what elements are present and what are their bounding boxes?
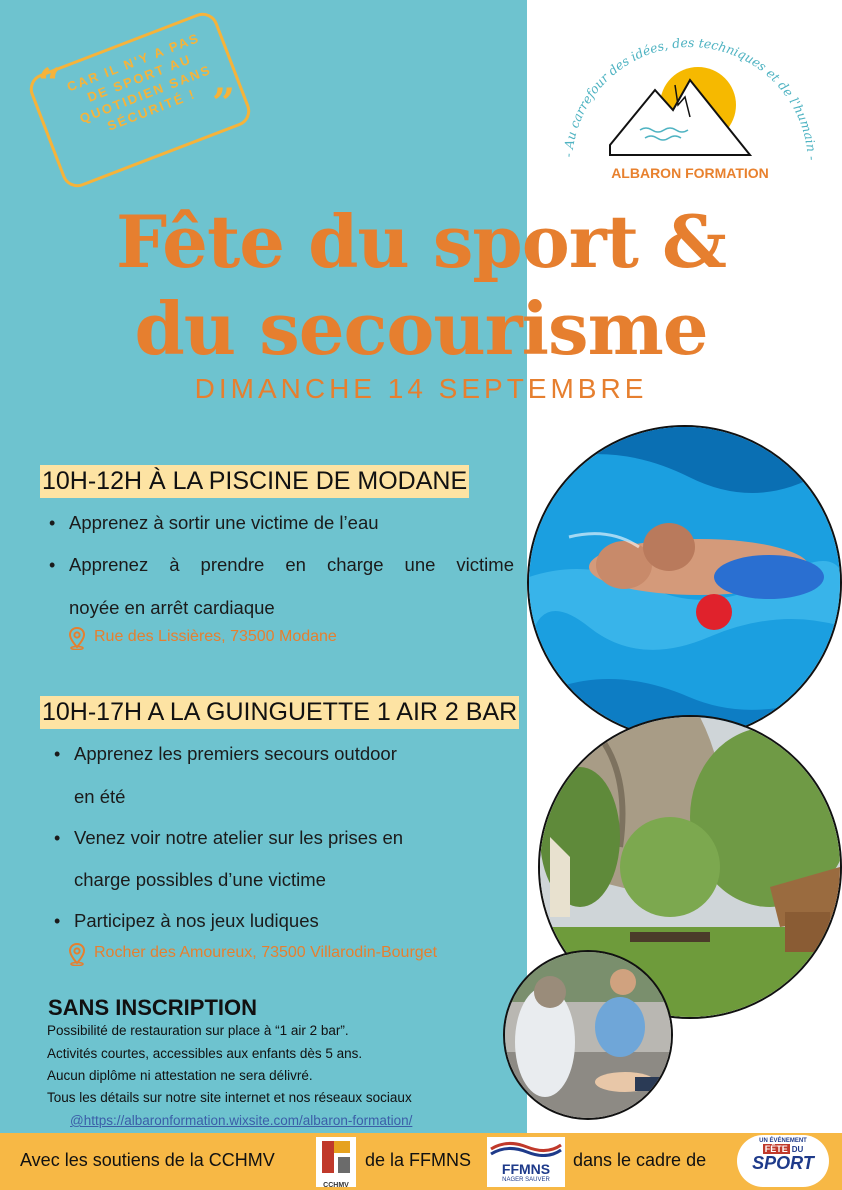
section-2-heading: 10H-17H A LA GUINGUETTE 1 AIR 2 BAR: [40, 696, 519, 729]
bullet-dot-icon: •: [49, 513, 56, 533]
cpr-workshop-photo: [503, 950, 673, 1120]
footer-text-cchmv: Avec les soutiens de la CCHMV: [20, 1150, 275, 1170]
info-line-4: Tous les détails sur notre site internet et nos réseaux sociaux: [47, 1090, 412, 1105]
map-pin-icon: [68, 942, 86, 966]
info-line-2: Activités courtes, accessibles aux enfants dès 5 ans.: [47, 1046, 363, 1061]
logo-arc-text: - Au carrefour des idées, des techniques et de l'humain -: [560, 35, 820, 161]
title-line-1: Fête du sport &: [115, 199, 727, 284]
registration-heading: SANS INSCRIPTION: [48, 995, 258, 1020]
section-1-bullet-1: • Apprenez à sortir une victime de l’eau: [69, 502, 379, 544]
fete-du-sport-logo: UN ÉVÉNEMENT FÊTE DU SPORT: [737, 1135, 829, 1187]
cchmv-logo: CCHMV: [316, 1137, 356, 1187]
section-1-location: Rue des Lissières, 73500 Modane: [94, 628, 337, 646]
albaron-logo: [550, 35, 820, 175]
section-2-bullet-3: • Participez à nos jeux ludiques: [74, 900, 319, 942]
section-1-bullet-2: • Apprenez à prendre en charge une victime: [69, 544, 514, 586]
section-2-bullet-1: • Apprenez les premiers secours outdoor: [74, 733, 397, 775]
bullet-dot-icon: •: [54, 828, 61, 848]
bullet-dot-icon: •: [54, 911, 61, 931]
open-quote-icon: “: [38, 60, 62, 107]
map-pin-icon: [68, 626, 86, 650]
bullet-dot-icon: •: [49, 555, 56, 575]
section-1-bullet-2-continued: noyée en arrêt cardiaque: [69, 597, 275, 618]
footer-text-cadre: dans le cadre de: [573, 1150, 707, 1170]
quote-badge-text: CAR IL N'Y A PAS DE SPORT AU QUOTIDIEN SANS SÉCURITÉ !: [64, 29, 214, 134]
section-2-bullet-2: • Venez voir notre atelier sur les prises en: [74, 817, 403, 859]
footer-text-ffmns: de la FFMNS: [365, 1150, 472, 1170]
bullet-dot-icon: •: [54, 744, 61, 764]
close-quote-icon: ”: [212, 80, 236, 127]
info-line-3: Aucun diplôme ni attestation ne sera délivré.: [47, 1068, 313, 1083]
title-line-2: du secourisme: [134, 286, 708, 371]
pool-rescue-photo: [527, 425, 842, 740]
logo-name: ALBARON FORMATION: [611, 165, 769, 181]
website-link[interactable]: @https://albaronformation.wixsite.com/albaron-formation/: [70, 1113, 413, 1128]
section-1-heading: 10H-12H À LA PISCINE DE MODANE: [40, 465, 469, 498]
ffmns-logo: FFMNS NAGER SAUVER: [487, 1137, 565, 1187]
section-2-location: Rocher des Amoureux, 73500 Villarodin-Bourget: [94, 944, 437, 962]
section-2-bullet-1-continued: en été: [74, 786, 126, 807]
info-line-1: Possibilité de restauration sur place à “1 air 2 bar”.: [47, 1023, 349, 1038]
section-2-bullet-2-continued: charge possibles d’une victime: [74, 869, 326, 890]
event-date: DIMANCHE 14 SEPTEMBRE: [194, 373, 648, 404]
